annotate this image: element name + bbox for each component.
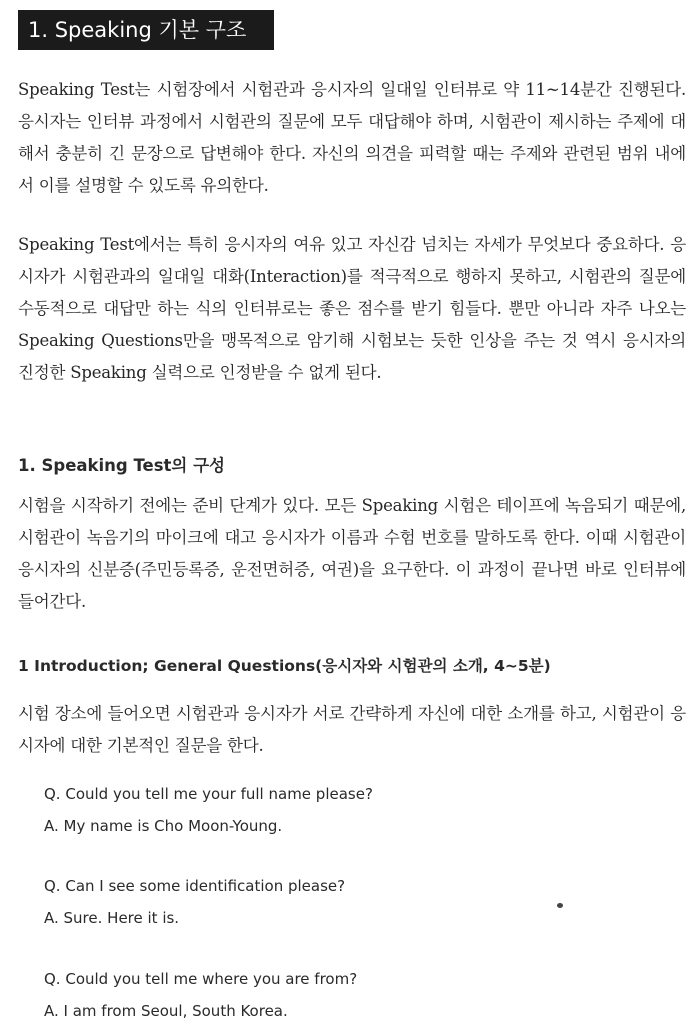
- ink-speck: [557, 903, 563, 908]
- preparation-paragraph: 시험을 시작하기 전에는 준비 단계가 있다. 모든 Speaking 시험은 테이프에 녹음되기 때문에, 시험관이 녹음기의 마이크에 대고 응시자가 이름과 수험 번호를 말하도록 한다. 이때 시험관이 응시자의 신분증(주민등록증, 운전면허증, 여권)을 요구한다. 이 과정이 끝나면 바로 인터뷰에 들어간다.: [18, 496, 686, 611]
- qa-pair: [44, 870, 684, 934]
- answer-text: A. My name is Cho Moon-Young.: [44, 817, 283, 835]
- qa-pair: [44, 778, 684, 842]
- structure-heading: 1. Speaking Test의 구성: [18, 456, 225, 475]
- attitude-paragraph: Speaking Test에서는 특히 응시자의 여유 있고 자신감 넘치는 자세가 무엇보다 중요하다. 응시자가 시험관과의 일대일 대화(Interaction)를 적극적으로 행하지 못하고, 시험관의 질문에 수동적으로 대답만 하는 식의 인터뷰로는 좋은 점수를 받기 힘들다. 뿐만 아니라 자주 나오는 Speaking Questions만을 맹목적으로 암기해 시험보는 듯한 인상을 주는 것 역시 응시자의 진정한 Speaking 실력으로 인정받을 수 없게 된다.: [18, 235, 686, 382]
- question-text: Q. Can I see some identification please?: [44, 877, 346, 895]
- introduction-paragraph: 시험 장소에 들어오면 시험관과 응시자가 서로 간략하게 자신에 대한 소개를 하고, 시험관이 응시자에 대한 기본적인 질문을 한다.: [18, 704, 686, 755]
- section-banner: 1. Speaking 기본 구조: [18, 10, 274, 50]
- introduction-heading: 1 Introduction; General Questions(응시자와 시험관의 소개, 4~5분): [18, 657, 551, 675]
- answer-text: A. Sure. Here it is.: [44, 909, 180, 927]
- question-text: Q. Could you tell me your full name please?: [44, 785, 373, 803]
- question-text: Q. Could you tell me where you are from?: [44, 970, 358, 988]
- intro-paragraph: Speaking Test는 시험장에서 시험관과 응시자의 일대일 인터뷰로 약 11~14분간 진행된다. 응시자는 인터뷰 과정에서 시험관의 질문에 모두 대답해야 하며, 시험관이 제시하는 주제에 대해서 충분히 긴 문장으로 답변해야 한다. 자신의 의견을 피력할 때는 주제와 관련된 범위 내에서 이를 설명할 수 있도록 유의한다.: [18, 80, 686, 195]
- answer-text: A. I am from Seoul, South Korea.: [44, 1002, 288, 1020]
- qa-pair: [44, 963, 684, 1027]
